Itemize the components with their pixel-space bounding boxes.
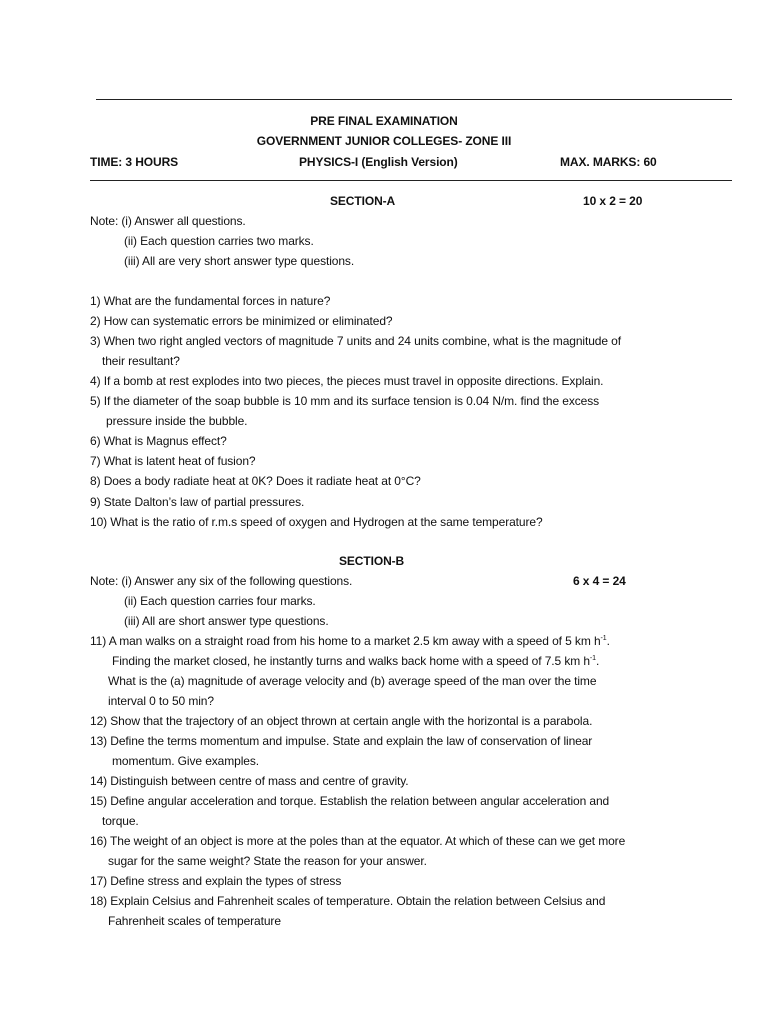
question-8: 8) Does a body radiate heat at 0K? Does it radiate heat at 0°C? bbox=[90, 474, 421, 488]
question-11-line3: What is the (a) magnitude of average velocity and (b) average speed of the man over the time bbox=[108, 674, 597, 688]
question-4: 4) If a bomb at rest explodes into two pieces, the pieces must travel in opposite directions. Explain. bbox=[90, 374, 604, 388]
question-11-line2-superscript: -1 bbox=[589, 655, 596, 662]
exam-title: PRE FINAL EXAMINATION bbox=[310, 114, 458, 128]
question-11-line2-end: . bbox=[595, 654, 600, 668]
question-11-end: . bbox=[606, 634, 610, 648]
exam-subject: PHYSICS-I (English Version) bbox=[299, 155, 458, 169]
exam-time: TIME: 3 HOURS bbox=[90, 155, 179, 169]
section-a-title: SECTION-A bbox=[330, 194, 396, 208]
question-6: 6) What is Magnus effect? bbox=[90, 434, 227, 448]
question-10: 10) What is the ratio of r.m.s speed of oxygen and Hydrogen at the same temperature? bbox=[90, 515, 543, 529]
question-14: 14) Distinguish between centre of mass and centre of gravity. bbox=[90, 774, 409, 788]
max-marks: MAX. MARKS: 60 bbox=[560, 155, 657, 169]
question-7: 7) What is latent heat of fusion? bbox=[90, 454, 256, 468]
question-11-line2-text: Finding the market closed, he instantly turns and walks back home with a speed of 7.5 km h bbox=[112, 654, 590, 668]
question-3-cont: their resultant? bbox=[102, 354, 180, 368]
question-11-superscript: -1 bbox=[600, 635, 607, 642]
section-b-note-line2: (ii) Each question carries four marks. bbox=[124, 594, 316, 608]
question-16-cont: sugar for the same weight? State the reason for your answer. bbox=[108, 854, 427, 868]
question-13: 13) Define the terms momentum and impulse. State and explain the law of conservation of linear bbox=[90, 734, 593, 748]
top-rule bbox=[96, 99, 732, 100]
question-17: 17) Define stress and explain the types of stress bbox=[90, 874, 342, 888]
section-b-title: SECTION-B bbox=[339, 554, 405, 568]
header-bottom-rule bbox=[90, 180, 732, 181]
question-11-text: 11) A man walks on a straight road from his home to a market 2.5 km away with a speed of 5 km h bbox=[90, 634, 601, 648]
question-3: 3) When two right angled vectors of magnitude 7 units and 24 units combine, what is the magnitude of bbox=[90, 334, 621, 348]
section-a-note-line1: Note: (i) Answer all questions. bbox=[90, 214, 246, 228]
section-b-marks: 6 x 4 = 24 bbox=[573, 574, 626, 588]
question-11-line4: interval 0 to 50 min? bbox=[108, 694, 214, 708]
question-15: 15) Define angular acceleration and torque. Establish the relation between angular acceleration and bbox=[90, 794, 610, 808]
section-a-marks: 10 x 2 = 20 bbox=[583, 194, 643, 208]
question-18-cont: Fahrenheit scales of temperature bbox=[108, 914, 281, 928]
question-16: 16) The weight of an object is more at the poles than at the equator. At which of these can we get more bbox=[90, 834, 626, 848]
question-5: 5) If the diameter of the soap bubble is 10 mm and its surface tension is 0.04 N/m. find the excess bbox=[90, 394, 600, 408]
section-b-note-line3: (iii) All are short answer type questions. bbox=[124, 614, 329, 628]
section-b-note-line1: Note: (i) Answer any six of the following questions. bbox=[90, 574, 353, 588]
section-a-note-line2: (ii) Each question carries two marks. bbox=[124, 234, 314, 248]
question-15-cont: torque. bbox=[102, 814, 139, 828]
question-13-cont: momentum. Give examples. bbox=[112, 754, 259, 768]
question-12: 12) Show that the trajectory of an object thrown at certain angle with the horizontal is a parabola. bbox=[90, 714, 593, 728]
section-a-note-line3: (iii) All are very short answer type questions. bbox=[124, 254, 355, 268]
question-2: 2) How can systematic errors be minimized or eliminated? bbox=[90, 314, 393, 328]
question-11 bbox=[90, 633, 610, 649]
question-18: 18) Explain Celsius and Fahrenheit scales of temperature. Obtain the relation between Celsius and bbox=[90, 894, 606, 908]
question-5-cont: pressure inside the bubble. bbox=[106, 414, 248, 428]
institution-name: GOVERNMENT JUNIOR COLLEGES- ZONE III bbox=[256, 134, 512, 148]
question-11-line2 bbox=[112, 653, 599, 669]
question-9: 9) State Dalton’s law of partial pressures. bbox=[90, 495, 305, 509]
question-1: 1) What are the fundamental forces in nature? bbox=[90, 294, 331, 308]
